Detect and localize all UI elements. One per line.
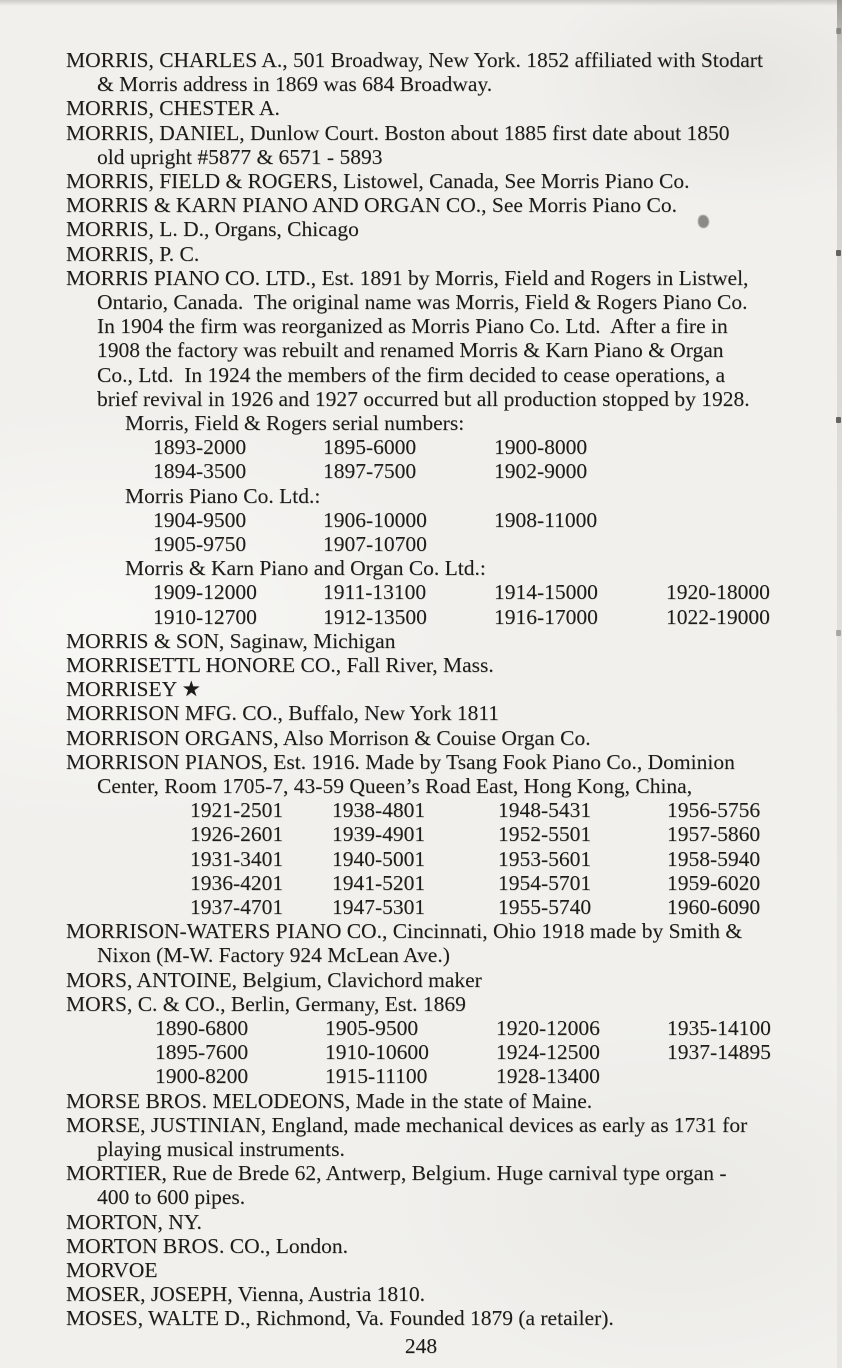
page-number: 248	[404, 1334, 438, 1358]
serial-number-row	[66, 1064, 836, 1088]
scan-artifact	[836, 630, 841, 636]
entry-line: MORRIS, CHARLES A., 501 Broadway, New York. 1852 affiliated with Stodart	[66, 48, 763, 72]
serial-number: 1909-12000	[153, 580, 257, 605]
entry-line: MORRISEY ★	[66, 677, 201, 702]
serial-number: 1897-7500	[323, 459, 417, 484]
serial-number: 1900-8200	[155, 1064, 249, 1089]
serial-number: 1936-4201	[190, 870, 284, 895]
entry-line: MORRISON MFG. CO., Buffalo, New York 1811	[66, 701, 500, 726]
serial-number: 1937-14895	[667, 1040, 771, 1065]
entry-line: MORRISON PIANOS, Est. 1916. Made by Tsang Fook Piano Co., Dominion	[66, 749, 735, 774]
entry-line: MORTIER, Rue de Brede 62, Antwerp, Belgium. Huge carnival type organ -	[66, 1161, 727, 1186]
serial-number: 1958-5940	[667, 846, 761, 871]
scan-artifact	[836, 417, 841, 423]
entry-continuation-line: old upright #5877 & 6571 - 5893	[97, 144, 383, 169]
serial-number: 1915-11100	[325, 1064, 428, 1089]
serial-number: 1900-8000	[494, 435, 588, 460]
serial-number: 1895-6000	[323, 435, 417, 460]
serial-number: 1895-7600	[155, 1040, 249, 1065]
entry-line: MORS, C. & CO., Berlin, Germany, Est. 1869	[66, 991, 466, 1016]
serial-number: 1910-12700	[153, 604, 257, 629]
entry-line: MOSER, JOSEPH, Vienna, Austria 1810.	[66, 1282, 426, 1307]
entry-continuation-line: Center, Room 1705-7, 43-59 Queen’s Road East, Hong Kong, China,	[97, 774, 693, 798]
entry-continuation-line: In 1904 the firm was reorganized as Morris Piano Co. Ltd. After a fire in	[97, 314, 728, 339]
entry-line: MORRIS, CHESTER A.	[66, 96, 280, 121]
entry-line: MORTON BROS. CO., London.	[66, 1233, 349, 1258]
serial-number: 1894-3500	[153, 459, 247, 484]
serial-number: 1953-5601	[498, 846, 592, 871]
serial-number: 1906-10000	[323, 507, 427, 532]
serial-number: 1954-5701	[498, 870, 592, 895]
entry-line: MOSES, WALTE D., Richmond, Va. Founded 1879 (a retailer).	[66, 1306, 614, 1331]
entry-continuation-line: & Morris address in 1869 was 684 Broadway.	[97, 72, 493, 97]
entry-line: MORSE BROS. MELODEONS, Made in the state of Maine.	[66, 1088, 593, 1113]
scan-smudge	[698, 215, 709, 228]
serial-number-row	[66, 605, 836, 629]
serial-number-row	[66, 459, 836, 483]
serial-number-row	[66, 1040, 836, 1064]
serial-number: 1022-19000	[666, 604, 770, 629]
serial-number: 1952-5501	[498, 822, 592, 847]
entry-continuation-line: Co., Ltd. In 1924 the members of the firm decided to cease operations, a	[97, 362, 726, 387]
serial-number: 1921-2501	[190, 798, 284, 823]
serial-number: 1960-6090	[667, 894, 761, 919]
serial-number: 1940-5001	[332, 846, 426, 871]
serial-number: 1931-3401	[190, 846, 284, 871]
serial-subheader: Morris & Karn Piano and Organ Co. Ltd.:	[125, 556, 486, 581]
entry-line: MORRIS, P. C.	[66, 241, 200, 266]
text-block	[66, 48, 836, 1331]
entry-line: MORRIS PIANO CO. LTD., Est. 1891 by Morris, Field and Rogers in Listwel,	[66, 265, 749, 290]
entry-line: MORSE, JUSTINIAN, England, made mechanical devices as early as 1731 for	[66, 1112, 748, 1137]
serial-number-row	[66, 822, 836, 846]
serial-number-row	[66, 532, 836, 556]
serial-number: 1938-4801	[332, 798, 426, 823]
serial-number: 1904-9500	[153, 507, 247, 532]
serial-number: 1907-10700	[323, 532, 427, 557]
serial-number: 1893-2000	[153, 435, 247, 460]
serial-number: 1937-4701	[190, 894, 284, 919]
scan-artifact	[836, 250, 841, 256]
serial-number: 1939-4901	[332, 822, 426, 847]
serial-number: 1902-9000	[494, 459, 588, 484]
serial-number: 1920-18000	[666, 580, 770, 605]
scan-edge-top	[0, 0, 842, 6]
serial-number: 1905-9750	[153, 532, 247, 557]
entry-line: MORRIS, DANIEL, Dunlow Court. Boston about 1885 first date about 1850	[66, 120, 730, 145]
serial-number-row	[66, 580, 836, 604]
entry-line: MORRISETTL HONORE CO., Fall River, Mass.	[66, 652, 494, 677]
serial-number: 1935-14100	[667, 1015, 771, 1040]
entry-line: MORRISON ORGANS, Also Morrison & Couise Organ Co.	[66, 725, 591, 750]
entry-line: MORS, ANTOINE, Belgium, Clavichord maker	[66, 967, 482, 992]
serial-number-row	[66, 847, 836, 871]
serial-number: 1916-17000	[494, 604, 598, 629]
entry-line: MORRIS, FIELD & ROGERS, Listowel, Canada, See Morris Piano Co.	[66, 169, 690, 194]
scan-edge-strip	[837, 0, 842, 1368]
serial-number: 1910-10600	[325, 1040, 429, 1065]
serial-number: 1905-9500	[325, 1015, 419, 1040]
entry-line: MORTON, NY.	[66, 1209, 202, 1234]
serial-number: 1956-5756	[667, 798, 761, 823]
serial-number: 1914-15000	[494, 580, 598, 605]
serial-number-row	[66, 871, 836, 895]
entry-line: MORRIS & SON, Saginaw, Michigan	[66, 628, 396, 653]
serial-number: 1912-13500	[323, 604, 427, 629]
serial-number: 1908-11000	[494, 507, 598, 532]
entry-line: MORVOE	[66, 1257, 158, 1282]
serial-number: 1957-5860	[667, 822, 761, 847]
entry-continuation-line: playing musical instruments.	[97, 1136, 345, 1161]
serial-subheader: Morris, Field & Rogers serial numbers:	[125, 411, 465, 436]
entry-line: MORRISON-WATERS PIANO CO., Cincinnati, Ohio 1918 made by Smith &	[66, 919, 743, 944]
serial-number: 1948-5431	[498, 798, 592, 823]
entry-continuation-line: brief revival in 1926 and 1927 occurred but all production stopped by 1928.	[97, 386, 750, 411]
serial-number-row	[66, 1016, 836, 1040]
serial-number: 1890-6800	[155, 1015, 249, 1040]
serial-number: 1926-2601	[190, 822, 284, 847]
serial-number: 1928-13400	[496, 1064, 600, 1089]
serial-subheader: Morris Piano Co. Ltd.:	[125, 483, 321, 508]
serial-number: 1955-5740	[498, 894, 592, 919]
serial-number: 1947-5301	[332, 894, 426, 919]
entry-line: MORRIS & KARN PIANO AND ORGAN CO., See Morris Piano Co.	[66, 193, 677, 218]
entry-continuation-line: 1908 the factory was rebuilt and renamed Morris & Karn Piano & Organ	[97, 338, 724, 363]
entry-continuation-line: 400 to 600 pipes.	[97, 1185, 246, 1210]
entry-line: MORRIS, L. D., Organs, Chicago	[66, 217, 359, 242]
serial-number: 1959-6020	[667, 870, 761, 895]
serial-number-row	[66, 508, 836, 532]
serial-number-row	[66, 895, 836, 919]
serial-number: 1924-12500	[496, 1040, 600, 1065]
serial-number: 1920-12006	[496, 1015, 600, 1040]
serial-number-row	[66, 798, 836, 822]
serial-number-row	[66, 435, 836, 459]
entry-continuation-line: Nixon (M-W. Factory 924 McLean Ave.)	[97, 943, 450, 968]
scan-artifact	[836, 28, 841, 34]
serial-number: 1911-13100	[323, 580, 427, 605]
entry-continuation-line: Ontario, Canada. The original name was Morris, Field & Rogers Piano Co.	[97, 290, 748, 315]
serial-number: 1941-5201	[332, 870, 426, 895]
